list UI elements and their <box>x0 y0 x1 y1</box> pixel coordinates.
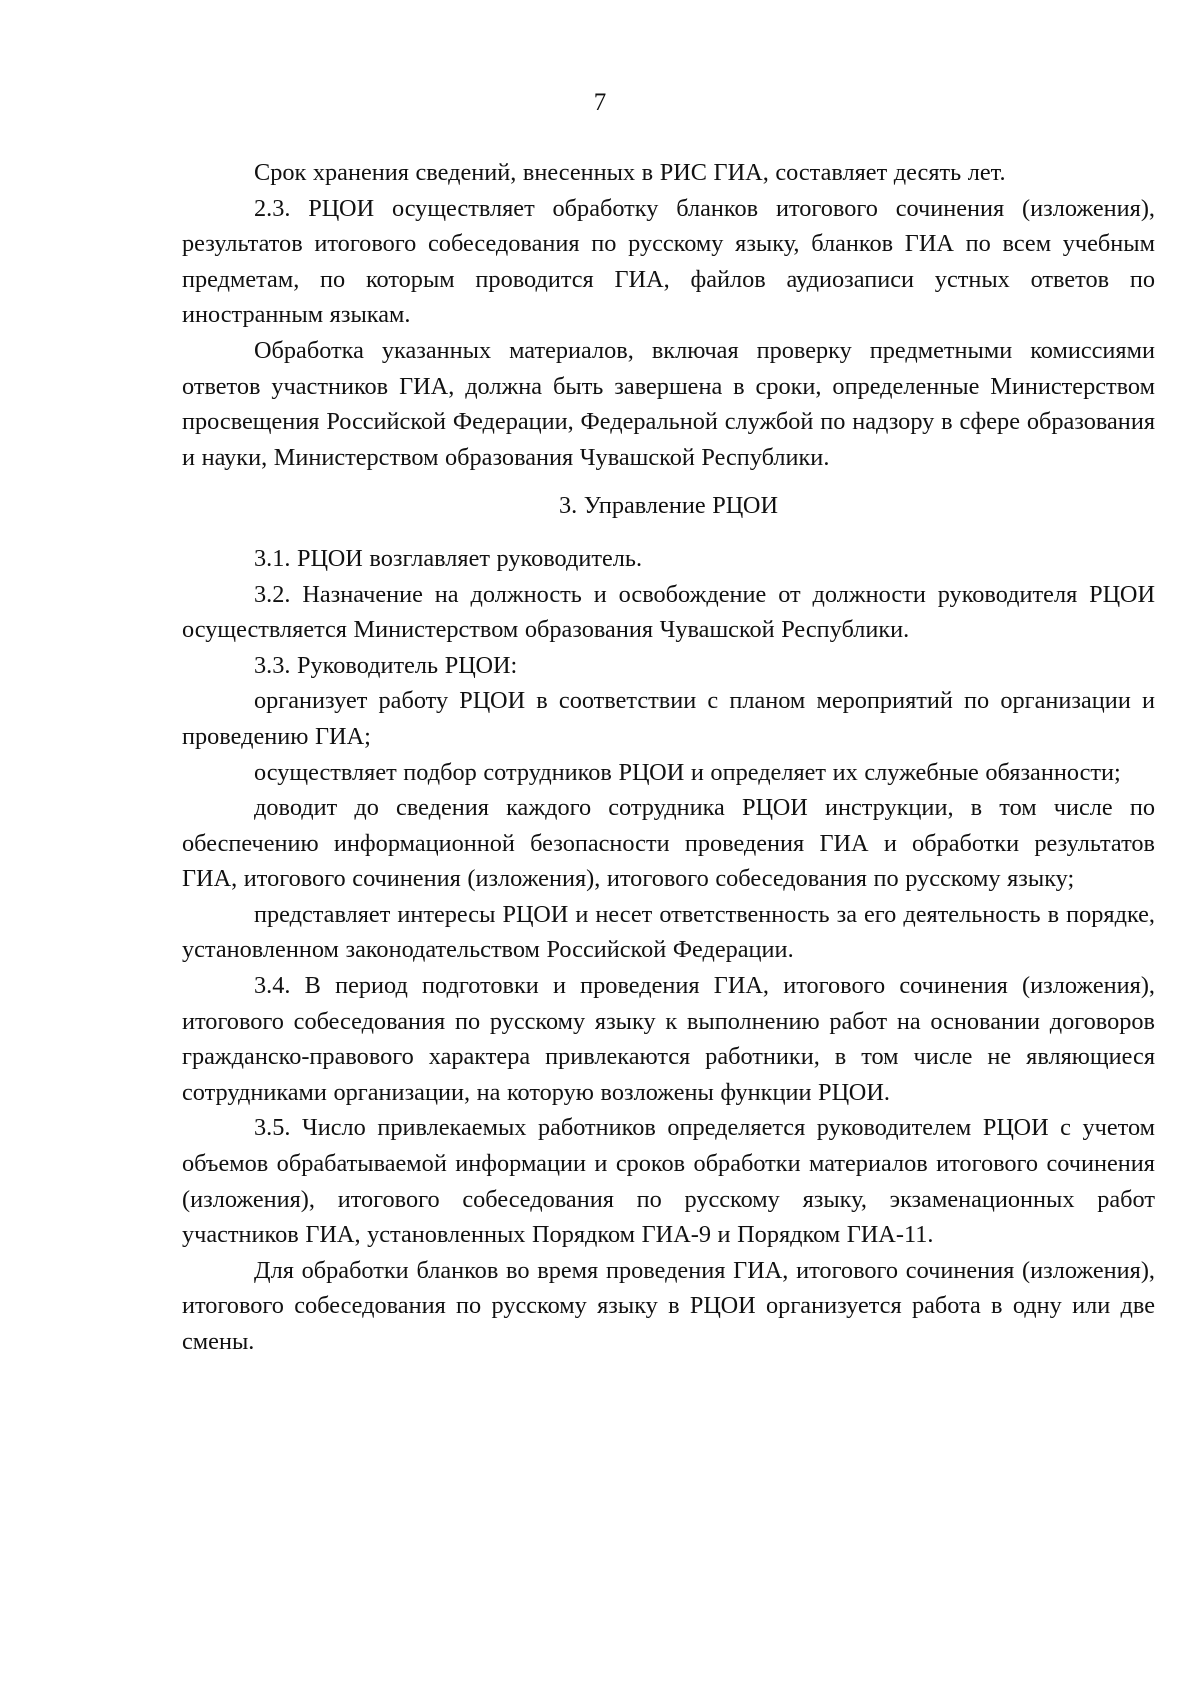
paragraph-3-3-represents: представляет интересы РЦОИ и несет ответственность за его деятельность в порядке, установленном законодательством Российской Федерации. <box>182 900 1155 964</box>
paragraph-3-3-selects-staff: осуществляет подбор сотрудников РЦОИ и определяет их служебные обязанности; <box>254 758 1121 786</box>
paragraph-3-5: 3.5. Число привлекаемых работников определяется руководителем РЦОИ с учетом объемов обрабатываемой информации и сроков обработки материалов итогового сочинения (изложения), итогового собеседования по русскому языку, экзаменационных работ участников ГИА, установленных Порядком ГИА-9 и Порядком ГИА-11. <box>182 1114 1155 1249</box>
paragraph-shifts: Для обработки бланков во время проведения ГИА, итогового сочинения (изложения), итогового собеседования по русскому языку в РЦОИ организуется работа в одну или две смены. <box>182 1256 1155 1355</box>
paragraph-3-2: 3.2. Назначение на должность и освобождение от должности руководителя РЦОИ осуществляется Министерством образования Чувашской Республики. <box>182 580 1155 644</box>
section-3-heading: 3. Управление РЦОИ <box>558 492 779 520</box>
paragraph-storage-term: Срок хранения сведений, внесенных в РИС ГИА, составляет десять лет. <box>254 159 1006 186</box>
paragraph-3-4: 3.4. В период подготовки и проведения ГИА, итогового сочинения (изложения), итогового собеседования по русскому языку к выполнению работ на основании договоров гражданско-правового характера привлекаются работники, в том числе не являющиеся сотрудниками организации, на которую возложены функции РЦОИ. <box>182 972 1155 1106</box>
paragraph-2-3: 2.3. РЦОИ осуществляет обработку бланков итогового сочинения (изложения), результатов итогового собеседования по русскому языку, бланков ГИА по всем учебным предметам, по которым проводится ГИА, файлов аудиозаписи устных ответов по иностранным языкам. <box>182 194 1155 329</box>
paragraph-3-3-organizes: организует работу РЦОИ в соответствии с планом мероприятий по организации и проведению ГИА; <box>182 687 1155 750</box>
paragraph-3-3-instructions: доводит до сведения каждого сотрудника РЦОИ инструкции, в том числе по обеспечению информационной безопасности проведения ГИА и обработки результатов ГИА, итогового сочинения (изложения), итогового собеседования по русскому языку; <box>182 794 1155 893</box>
paragraph-3-3: 3.3. Руководитель РЦОИ: <box>254 651 518 679</box>
document-body <box>182 155 1155 1360</box>
page-number: 7 <box>593 89 607 116</box>
paragraph-3-1: 3.1. РЦОИ возглавляет руководитель. <box>254 544 643 572</box>
paragraph-processing-deadline: Обработка указанных материалов, включая проверку предметными комиссиями ответов участников ГИА, должна быть завершена в сроки, определенные Министерством просвещения Российской Федерации, Федеральной службой по надзору в сфере образования и науки, Министерством образования Чувашской Республики. <box>182 336 1155 471</box>
